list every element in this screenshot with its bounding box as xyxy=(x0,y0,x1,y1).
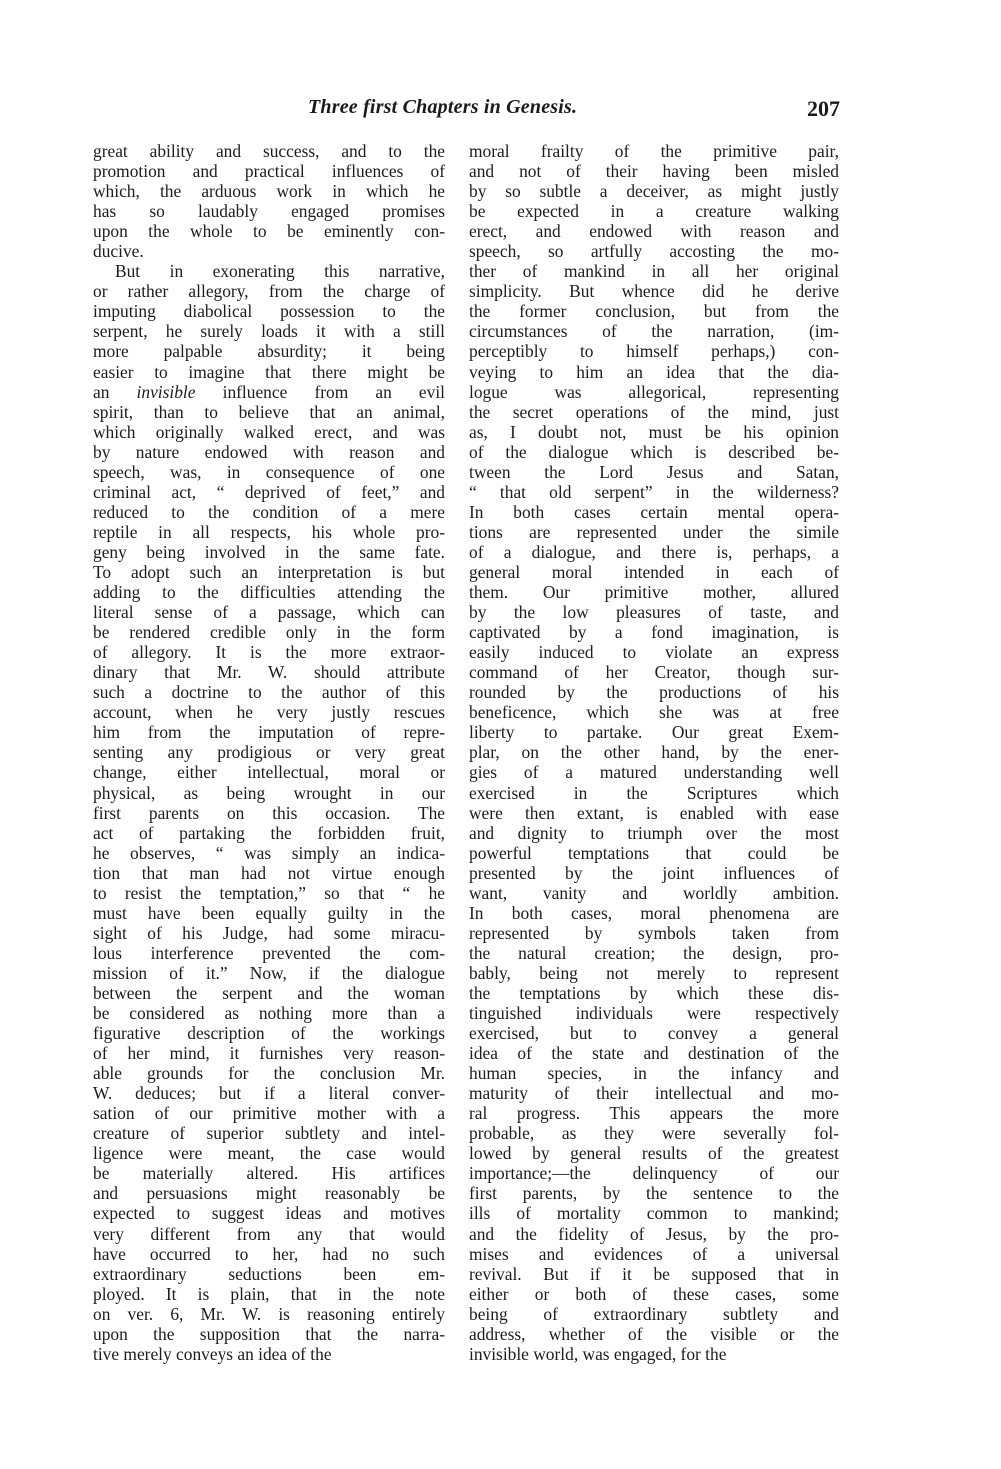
text-line: or rather allegory, from the charge of xyxy=(93,281,445,302)
text-line: has so laudably engaged promises xyxy=(93,201,445,222)
text-line: maturity of their intellectual and mo- xyxy=(469,1083,839,1104)
text-line: between the serpent and the woman xyxy=(93,982,445,1003)
text-line: represented by symbols taken from xyxy=(469,922,839,943)
text-line: speech, was, in consequence of one xyxy=(93,461,445,482)
text-line: creature of superior subtlety and intel- xyxy=(93,1123,445,1144)
text-line: presented by the joint influences of xyxy=(469,862,839,883)
text-line: exercised in the Scriptures which xyxy=(469,782,839,803)
text-line: first parents, by the sentence to the xyxy=(469,1183,839,1204)
text-line: promotion and practical influences of xyxy=(93,161,445,182)
text-line: sight of his Judge, had some miracu- xyxy=(93,922,445,943)
text-line: by nature endowed with reason and xyxy=(93,441,445,462)
text-line: serpent, he surely loads it with a still xyxy=(93,321,445,342)
text-line: ther of mankind in all her original xyxy=(469,261,839,282)
text-line: an invisible influence from an evil xyxy=(93,381,445,402)
text-line: upon the whole to be eminently con- xyxy=(93,221,445,242)
text-line: tween the Lord Jesus and Satan, xyxy=(469,461,839,482)
text-line: revival. But if it be supposed that in xyxy=(469,1263,839,1284)
text-line: which, the arduous work in which he xyxy=(93,181,445,202)
text-line: invisible world, was engaged, for the xyxy=(469,1343,727,1364)
text-line: human species, in the infancy and xyxy=(469,1063,839,1084)
text-line: have occurred to her, had no such xyxy=(93,1243,445,1264)
text-line: ligence were meant, the case would xyxy=(93,1143,445,1164)
left-text-column xyxy=(93,141,445,1364)
text-line: mission of it.” Now, if the dialogue xyxy=(93,962,445,983)
text-line: were then extant, is enabled with ease xyxy=(469,802,839,823)
text-line: general moral intended in each of xyxy=(469,561,839,582)
text-line: the secret operations of the mind, just xyxy=(469,401,839,422)
text-line: circumstances of the narration, (im- xyxy=(469,321,839,342)
text-line: by so subtle a deceiver, as might justly xyxy=(469,181,839,202)
text-line: be materially altered. His artifices xyxy=(93,1163,445,1184)
text-line: expected to suggest ideas and motives xyxy=(93,1203,445,1224)
text-line: adding to the difficulties attending the xyxy=(93,582,445,603)
text-line: act of partaking the forbidden fruit, xyxy=(93,822,445,843)
text-line: by the low pleasures of taste, and xyxy=(469,602,839,623)
text-line: spirit, than to believe that an animal, xyxy=(93,401,445,422)
text-line: erect, and endowed with reason and xyxy=(469,221,839,242)
text-line: and the fidelity of Jesus, by the pro- xyxy=(469,1223,839,1244)
text-line: lous interference prevented the com- xyxy=(93,942,445,963)
text-line: To adopt such an interpretation is but xyxy=(93,561,445,582)
text-line: importance;—the delinquency of our xyxy=(469,1163,839,1184)
text-line: and persuasions might reasonably be xyxy=(93,1183,445,1204)
right-text-column xyxy=(469,141,839,1364)
text-line: But in exonerating this narrative, xyxy=(115,261,445,282)
text-line: able grounds for the conclusion Mr. xyxy=(93,1063,445,1084)
text-line: lowed by general results of the greatest xyxy=(469,1143,839,1164)
emphasis: invisible xyxy=(136,381,196,402)
text-line: be expected in a creature walking xyxy=(469,201,839,222)
text-line: plar, on the other hand, by the ener- xyxy=(469,742,839,763)
text-line: powerful temptations that could be xyxy=(469,842,839,863)
text-line: of allegory. It is the more extraor- xyxy=(93,642,445,663)
text-line: gies of a matured understanding well xyxy=(469,762,839,783)
text-line: more palpable absurdity; it being xyxy=(93,341,445,362)
text-line: beneficence, which she was at free xyxy=(469,702,839,723)
text-line: tive merely conveys an idea of the xyxy=(93,1343,332,1364)
text-line: imputing diabolical possession to the xyxy=(93,301,445,322)
text-line: want, vanity and worldly ambition. xyxy=(469,882,839,903)
text-line: the natural creation; the design, pro- xyxy=(469,942,839,963)
text-line: literal sense of a passage, which can xyxy=(93,602,445,623)
text-line: on ver. 6, Mr. W. is reasoning entirely xyxy=(93,1303,445,1324)
text-line: be considered as nothing more than a xyxy=(93,1003,445,1024)
text-line: the temptations by which these dis- xyxy=(469,982,839,1003)
text-line: address, whether of the visible or the xyxy=(469,1323,839,1344)
text-line: idea of the state and destination of the xyxy=(469,1043,839,1064)
text-line: tion that man had not virtue enough xyxy=(93,862,445,883)
text-line: senting any prodigious or very great xyxy=(93,742,445,763)
text-line: first parents on this occasion. The xyxy=(93,802,445,823)
text-line: he observes, “ was simply an indica- xyxy=(93,842,445,863)
text-line: logue was allegorical, representing xyxy=(469,381,839,402)
text-line: them. Our primitive mother, allured xyxy=(469,582,839,603)
running-title: Three first Chapters in Genesis. xyxy=(308,96,578,118)
text-line: tions are represented under the simile xyxy=(469,521,839,542)
text-line: liberty to partake. Our great Exem- xyxy=(469,722,839,743)
text-line: rounded by the productions of his xyxy=(469,682,839,703)
text-line: In both cases, moral phenomena are xyxy=(469,902,839,923)
text-line: ducive. xyxy=(93,241,144,262)
text-line: either or both of these cases, some xyxy=(469,1283,839,1304)
text-line: physical, as being wrought in our xyxy=(93,782,445,803)
text-line: reduced to the condition of a mere xyxy=(93,501,445,522)
text-line: being of extraordinary subtlety and xyxy=(469,1303,839,1324)
text-line: dinary that Mr. W. should attribute xyxy=(93,662,445,683)
text-line: must have been equally guilty in the xyxy=(93,902,445,923)
text-line: of the dialogue which is described be- xyxy=(469,441,839,462)
text-line: command of her Creator, though sur- xyxy=(469,662,839,683)
text-line: which originally walked erect, and was xyxy=(93,421,445,442)
text-line: reptile in all respects, his whole pro- xyxy=(93,521,445,542)
text-line: tinguished individuals were respectively xyxy=(469,1003,839,1024)
text-line: as, I doubt not, must be his opinion xyxy=(469,421,839,442)
text-line: “ that old serpent” in the wilderness? xyxy=(469,481,839,502)
text-line: In both cases certain mental opera- xyxy=(469,501,839,522)
text-line: ployed. It is plain, that in the note xyxy=(93,1283,445,1304)
text-line: simplicity. But whence did he derive xyxy=(469,281,839,302)
text-line: criminal act, “ deprived of feet,” and xyxy=(93,481,445,502)
text-line: easier to imagine that there might be xyxy=(93,361,445,382)
text-line: of her mind, it furnishes very reason- xyxy=(93,1043,445,1064)
text-line: figurative description of the workings xyxy=(93,1023,445,1044)
text-line: change, either intellectual, moral or xyxy=(93,762,445,783)
text-line: ills of mortality common to mankind; xyxy=(469,1203,839,1224)
text-line: very different from any that would xyxy=(93,1223,445,1244)
text-line: the former conclusion, but from the xyxy=(469,301,839,322)
text-line: to resist the temptation,” so that “ he xyxy=(93,882,445,903)
text-line: be rendered credible only in the form xyxy=(93,622,445,643)
page-number: 207 xyxy=(807,96,840,121)
text-line: and not of their having been misled xyxy=(469,161,839,182)
text-line: probable, as they were severally fol- xyxy=(469,1123,839,1144)
text-line: geny being involved in the same fate. xyxy=(93,541,445,562)
text-line: moral frailty of the primitive pair, xyxy=(469,141,839,161)
text-line: captivated by a fond imagination, is xyxy=(469,622,839,643)
text-line: exercised, but to convey a general xyxy=(469,1023,839,1044)
text-line: speech, so artfully accosting the mo- xyxy=(469,241,839,262)
text-line: him from the imputation of repre- xyxy=(93,722,445,743)
text-line: easily induced to violate an express xyxy=(469,642,839,663)
text-line: bably, being not merely to represent xyxy=(469,962,839,983)
text-line: account, when he very justly rescues xyxy=(93,702,445,723)
text-line: and dignity to triumph over the most xyxy=(469,822,839,843)
running-head xyxy=(300,96,840,126)
text-line: veying to him an idea that the dia- xyxy=(469,361,839,382)
text-line: sation of our primitive mother with a xyxy=(93,1103,445,1124)
text-line: W. deduces; but if a literal conver- xyxy=(93,1083,445,1104)
text-line: ral progress. This appears the more xyxy=(469,1103,839,1124)
text-line: of a dialogue, and there is, perhaps, a xyxy=(469,541,839,562)
text-line: extraordinary seductions been em- xyxy=(93,1263,445,1284)
text-line: mises and evidences of a universal xyxy=(469,1243,839,1264)
text-line: upon the supposition that the narra- xyxy=(93,1323,445,1344)
text-line: such a doctrine to the author of this xyxy=(93,682,445,703)
text-line: perceptibly to himself perhaps,) con- xyxy=(469,341,839,362)
text-line: great ability and success, and to the xyxy=(93,141,445,161)
